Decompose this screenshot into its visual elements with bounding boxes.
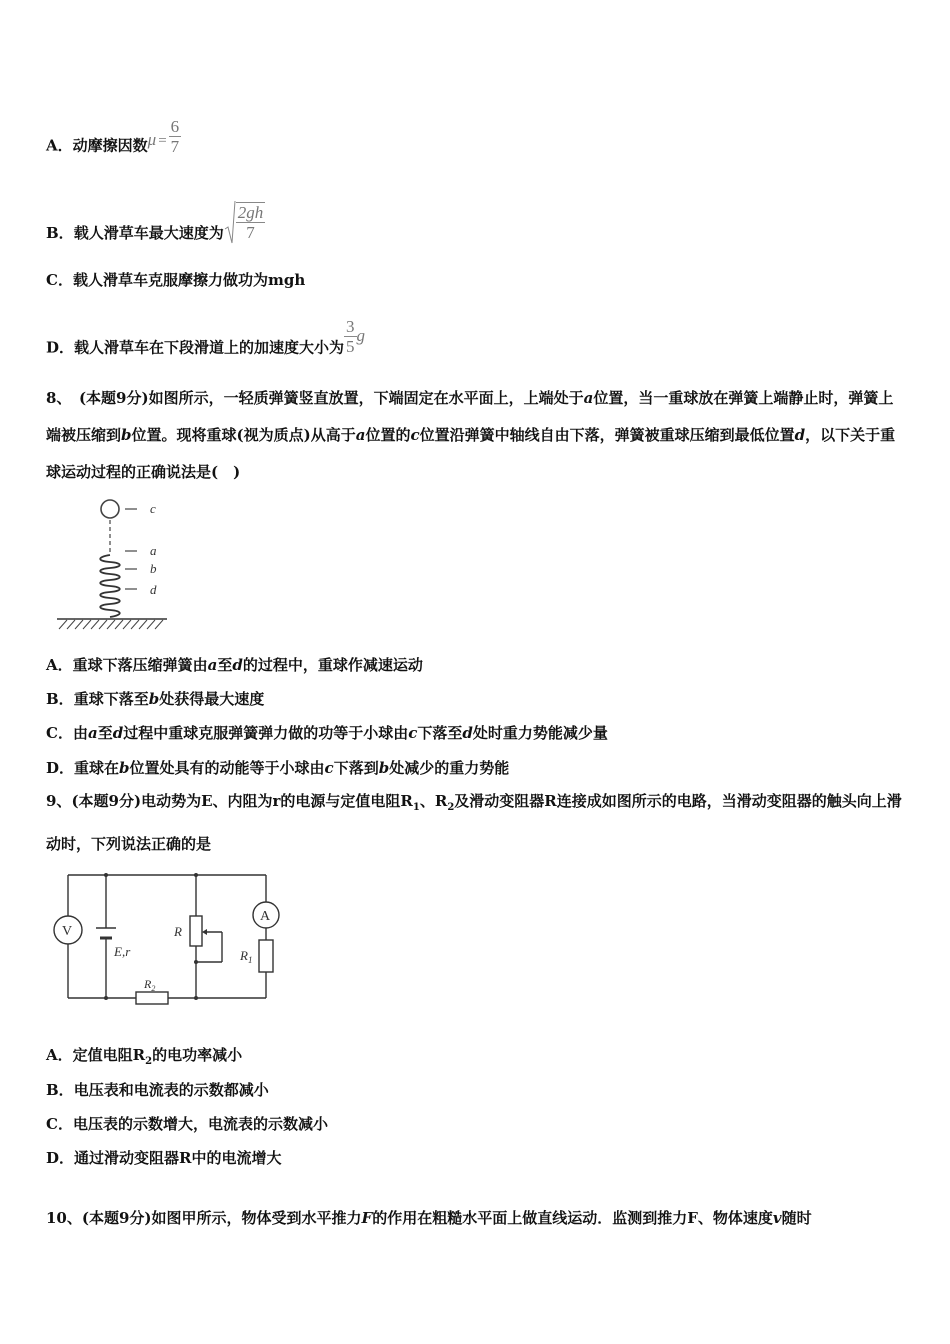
q9-option-c: C．电压表的示数增大，电流表的示数减小 xyxy=(46,1115,328,1133)
q7-option-b: B．载人滑草车最大速度为 $\frac{2gh}{7}$ xyxy=(46,211,265,257)
q8-option-a: A．重球下落压缩弹簧由a至d的过程中，重球作减速运动 xyxy=(46,656,423,674)
q7-option-d: D．载人滑草车在下段滑道上的加速度大小为 $\frac{3}{5}$ g xyxy=(46,317,366,357)
q9-option-b: B．电压表和电流表的示数都减小 xyxy=(46,1081,269,1099)
resistor-r2 xyxy=(136,992,168,1004)
resistor-r1 xyxy=(259,940,273,972)
fraction-6-7: $\frac{6}{7}$ xyxy=(170,117,180,156)
voltmeter-label: V xyxy=(62,924,73,939)
rheostat xyxy=(190,916,202,946)
ammeter-label: A xyxy=(260,909,271,924)
radical-sign xyxy=(224,199,236,245)
fraction-3-5: $\frac{3}{5}$ xyxy=(346,317,355,356)
q8-option-d: D．重球在b位置处具有的动能等于小球由c下落到b处减少的重力势能 xyxy=(46,759,510,777)
r1-label: $R_1$ xyxy=(240,948,253,965)
source-label: E,r xyxy=(114,944,131,959)
spring-coil xyxy=(100,555,120,617)
q10-stem: 10、(本题9分)如图甲所示，物体受到水平推力F的作用在粗糙水平面上做直线运动．监测到推力F、物体速度v随时 xyxy=(46,1209,812,1227)
q8-option-b: B．重球下落至b处获得最大速度 xyxy=(46,690,265,708)
spring-figure xyxy=(55,495,185,635)
label-b: b xyxy=(150,561,157,576)
rheostat-label: R xyxy=(174,924,182,939)
q8-option-c: C．由a至d过程中重球克服弹簧弹力做的功等于小球由c下落至d处时重力势能减少量 xyxy=(46,724,608,742)
rheostat-slider-arrow xyxy=(202,929,207,935)
circuit-figure xyxy=(50,868,280,1008)
ball xyxy=(101,500,119,518)
q9-stem: 9、(本题9分)电动势为E、内阻为r的电源与定值电阻$R_1$、$R_2$及滑动变阻器R连接成如图所示的电路，当滑动变阻器的触头向上滑动时，下列说法正确的是 xyxy=(46,792,902,853)
sqrt-expression: $\frac{2gh}{7}$ xyxy=(224,199,266,245)
label-c: c xyxy=(150,501,156,516)
q7-option-c: C．载人滑草车克服摩擦力做功为mgh xyxy=(46,271,306,289)
label-a: a xyxy=(150,543,157,558)
label-d: d xyxy=(150,582,157,597)
q8-stem: 8、 (本题9分)如图所示，一轻质弹簧竖直放置，下端固定在水平面上，上端处于a位置，当一重球放在弹簧上端静止时，弹簧上端被压缩到b位置。现将重球(视为质点)从高于a位置的c位置沿弹簧中轴线自由下落，弹簧被重球压缩到最低位置d，以下关于重球运动过程的正确说法是( ) xyxy=(46,389,896,481)
q9-option-a: A．定值电阻$R_2$的电功率减小 xyxy=(46,1046,243,1067)
q7-option-a: A．动摩擦因数μ = $\frac{6}{7}$ xyxy=(46,117,180,156)
r2-label: $R_2$ xyxy=(144,977,156,993)
mu-symbol: μ xyxy=(147,129,157,149)
q9-option-d: D．通过滑动变阻器R中的电流增大 xyxy=(46,1149,282,1167)
ground-hatching xyxy=(59,620,163,629)
